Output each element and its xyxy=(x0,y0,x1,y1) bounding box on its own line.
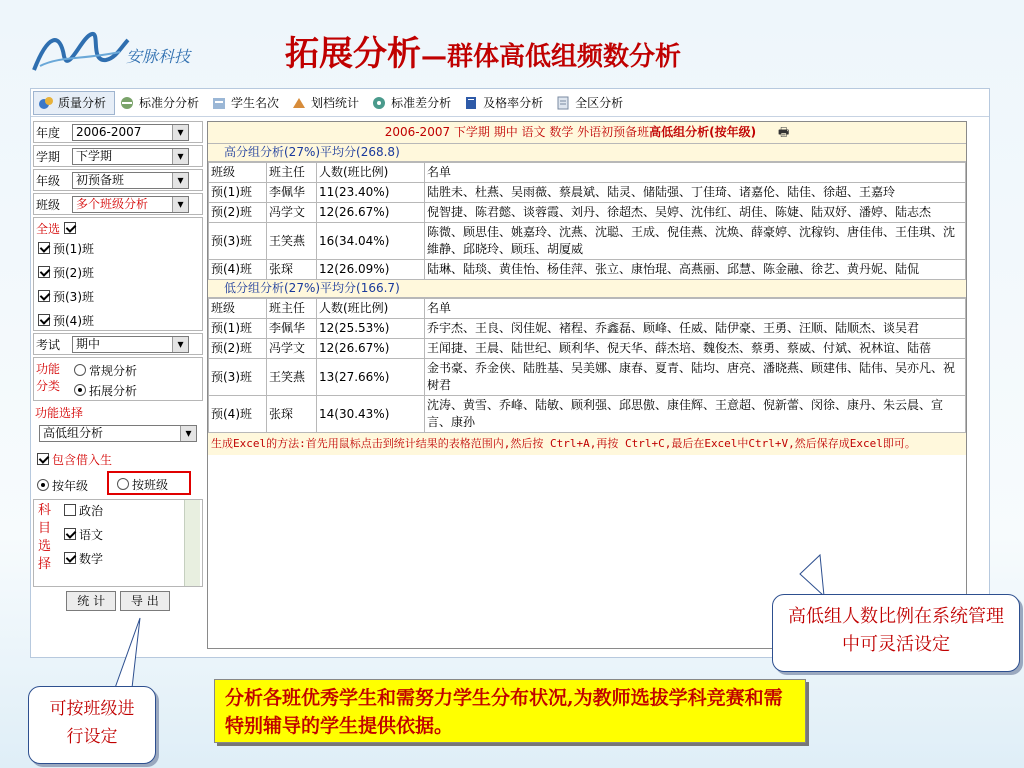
year-label: 年度 xyxy=(36,125,61,140)
tab-label: 质量分析 xyxy=(58,96,107,110)
right-callout: 高低组人数比例在系统管理中可灵活设定 xyxy=(772,594,1020,672)
class-cell: 预(1)班 xyxy=(209,183,267,203)
teacher-cell: 张琛 xyxy=(267,260,317,280)
year-value: 2006-2007 xyxy=(76,125,142,139)
tab-label: 及格率分析 xyxy=(483,96,544,110)
left-callout: 可按班级进行设定 xyxy=(28,686,156,764)
class-cell: 预(2)班 xyxy=(209,339,267,359)
teacher-cell: 李佩华 xyxy=(267,183,317,203)
chevron-down-icon: ▾ xyxy=(180,426,196,441)
class-option-label: 预(3)班 xyxy=(53,290,94,304)
grade-value: 初预备班 xyxy=(76,173,125,187)
teacher-cell: 冯学文 xyxy=(267,203,317,223)
subject-label: 科目选择 xyxy=(38,503,52,572)
logo-text: 安脉科技 xyxy=(126,47,191,66)
report-title-prefix: 2006-2007 下学期 期中 语文 数学 外语初预备班 xyxy=(384,125,650,139)
tab-label: 划档统计 xyxy=(311,96,360,110)
teacher-cell: 冯学文 xyxy=(267,339,317,359)
chevron-down-icon: ▾ xyxy=(172,149,188,164)
column-header: 班主任 xyxy=(267,299,317,319)
radio-label: 常规分析 xyxy=(89,364,138,378)
select-all-label: 全选 xyxy=(36,222,61,236)
exam-value: 期中 xyxy=(76,337,101,351)
class-option-label: 预(2)班 xyxy=(53,266,94,280)
report-title-bold: 高低组分析(按年级) xyxy=(649,125,757,139)
names-cell: 倪智捷、陈君懿、谈蓉霞、刘丹、徐超杰、吴婷、沈伟红、胡佳、陈婕、陆双妤、潘婷、陆志杰 xyxy=(425,203,966,223)
names-cell: 陆胜未、杜燕、吴雨薇、蔡晨斌、陆灵、储陆强、丁佳琦、诸嘉伦、陆佳、徐超、王嘉玲 xyxy=(425,183,966,203)
column-header: 名单 xyxy=(425,299,966,319)
column-header: 人数(班比例) xyxy=(317,299,425,319)
column-header: 班级 xyxy=(209,299,267,319)
left-callout-pointer xyxy=(115,618,140,688)
exam-label: 考试 xyxy=(36,337,61,352)
count-cell: 12(25.53%) xyxy=(317,319,425,339)
class-cell: 预(1)班 xyxy=(209,319,267,339)
chevron-down-icon: ▾ xyxy=(172,173,188,188)
count-cell: 14(30.43%) xyxy=(317,396,425,433)
class-value: 多个班级分析 xyxy=(76,197,149,211)
class-cell: 预(4)班 xyxy=(209,396,267,433)
names-cell: 沈涛、黄雪、乔峰、陆敏、顾利强、邱思傲、康佳辉、王意超、倪新蕾、闵徐、康丹、朱云晨、宣言、康孙 xyxy=(425,396,966,433)
export-button[interactable]: 导 出 xyxy=(120,591,170,611)
chevron-down-icon: ▾ xyxy=(172,125,188,140)
radio-label: 按班级 xyxy=(132,478,169,492)
slide-title-main: 拓展分析 xyxy=(285,34,421,74)
stat-button[interactable]: 统 计 xyxy=(66,591,116,611)
column-header: 班主任 xyxy=(267,163,317,183)
grade-label: 年级 xyxy=(36,173,61,188)
tab-label: 标准分分析 xyxy=(139,96,200,110)
count-cell: 12(26.67%) xyxy=(317,203,425,223)
names-cell: 乔宇杰、王良、闵佳妮、褚程、乔鑫磊、顾峰、任威、陆伊豪、王勇、汪顺、陆顺杰、谈吴君 xyxy=(425,319,966,339)
tab-label: 全区分析 xyxy=(575,96,624,110)
function-select-value: 高低组分析 xyxy=(43,426,104,440)
count-cell: 13(27.66%) xyxy=(317,359,425,396)
subject-name: 语文 xyxy=(79,528,104,542)
count-cell: 11(23.40%) xyxy=(317,183,425,203)
class-cell: 预(3)班 xyxy=(209,223,267,260)
tab-label: 标准差分析 xyxy=(391,96,452,110)
radio-label: 拓展分析 xyxy=(89,384,138,398)
class-option-label: 预(4)班 xyxy=(53,314,94,328)
right-callout-pointer xyxy=(800,555,824,596)
subject-name: 政治 xyxy=(79,504,104,518)
chevron-down-icon: ▾ xyxy=(172,197,188,212)
function-select-label: 功能选择 xyxy=(35,406,84,420)
slide-title-sub: —群体高低组频数分析 xyxy=(421,42,682,72)
summary-note: 分析各班优秀学生和需努力学生分布状况,为教师选拔学科竞赛和需特别辅导的学生提供依据。 xyxy=(214,679,806,743)
low-group-heading: 低分组分析(27%)平均分(166.7) xyxy=(208,280,966,298)
count-cell: 12(26.09%) xyxy=(317,260,425,280)
column-header: 班级 xyxy=(209,163,267,183)
subject-name: 数学 xyxy=(79,552,104,566)
count-cell: 16(34.04%) xyxy=(317,223,425,260)
names-cell: 陆琳、陆琰、黄佳怡、杨佳萍、张立、康怡琨、高燕丽、邱慧、陈金融、徐艺、黄丹妮、陆侃 xyxy=(425,260,966,280)
chevron-down-icon: ▾ xyxy=(172,337,188,352)
radio-label: 按年级 xyxy=(52,479,89,493)
excel-export-hint: 生成Excel的方法:首先用鼠标点击到统计结果的表格范围内,然后按 Ctrl+A,再按 Ctrl+C,最后在Excel中Ctrl+V,然后保存成Excel即可。 xyxy=(208,433,966,455)
names-cell: 陈微、顾思佳、姚嘉玲、沈燕、沈聪、王成、倪佳燕、沈焕、薛豪婷、沈稼钧、唐佳伟、王佳琪、沈維静、邱晓玲、顾珏、胡厦威 xyxy=(425,223,966,260)
function-category-label: 功能分类 xyxy=(36,362,61,393)
tab-label: 学生名次 xyxy=(231,96,280,110)
printer-icon[interactable]: 🖶 xyxy=(777,125,790,139)
names-cell: 金书豪、乔金侠、陆胜基、吴美娜、康春、夏青、陆均、唐亮、潘晓燕、顾建伟、陆伟、吴亦凡、祝树君 xyxy=(425,359,966,396)
count-cell: 12(26.67%) xyxy=(317,339,425,359)
names-cell: 王闻捷、王晨、陆世纪、顾利华、倪天华、薛杰培、魏俊杰、蔡勇、蔡威、付斌、祝林谊、陆蓓 xyxy=(425,339,966,359)
include-borrowed-label: 包含借入生 xyxy=(52,453,113,467)
class-cell: 预(4)班 xyxy=(209,260,267,280)
column-header: 人数(班比例) xyxy=(317,163,425,183)
class-cell: 预(2)班 xyxy=(209,203,267,223)
teacher-cell: 李佩华 xyxy=(267,319,317,339)
teacher-cell: 王笑燕 xyxy=(267,359,317,396)
class-cell: 预(3)班 xyxy=(209,359,267,396)
column-header: 名单 xyxy=(425,163,966,183)
term-value: 下学期 xyxy=(76,149,113,163)
high-group-heading: 高分组分析(27%)平均分(268.8) xyxy=(208,144,966,162)
teacher-cell: 张琛 xyxy=(267,396,317,433)
class-label: 班级 xyxy=(36,197,61,212)
class-option-label: 预(1)班 xyxy=(53,242,94,256)
term-label: 学期 xyxy=(36,149,61,164)
teacher-cell: 王笑燕 xyxy=(267,223,317,260)
